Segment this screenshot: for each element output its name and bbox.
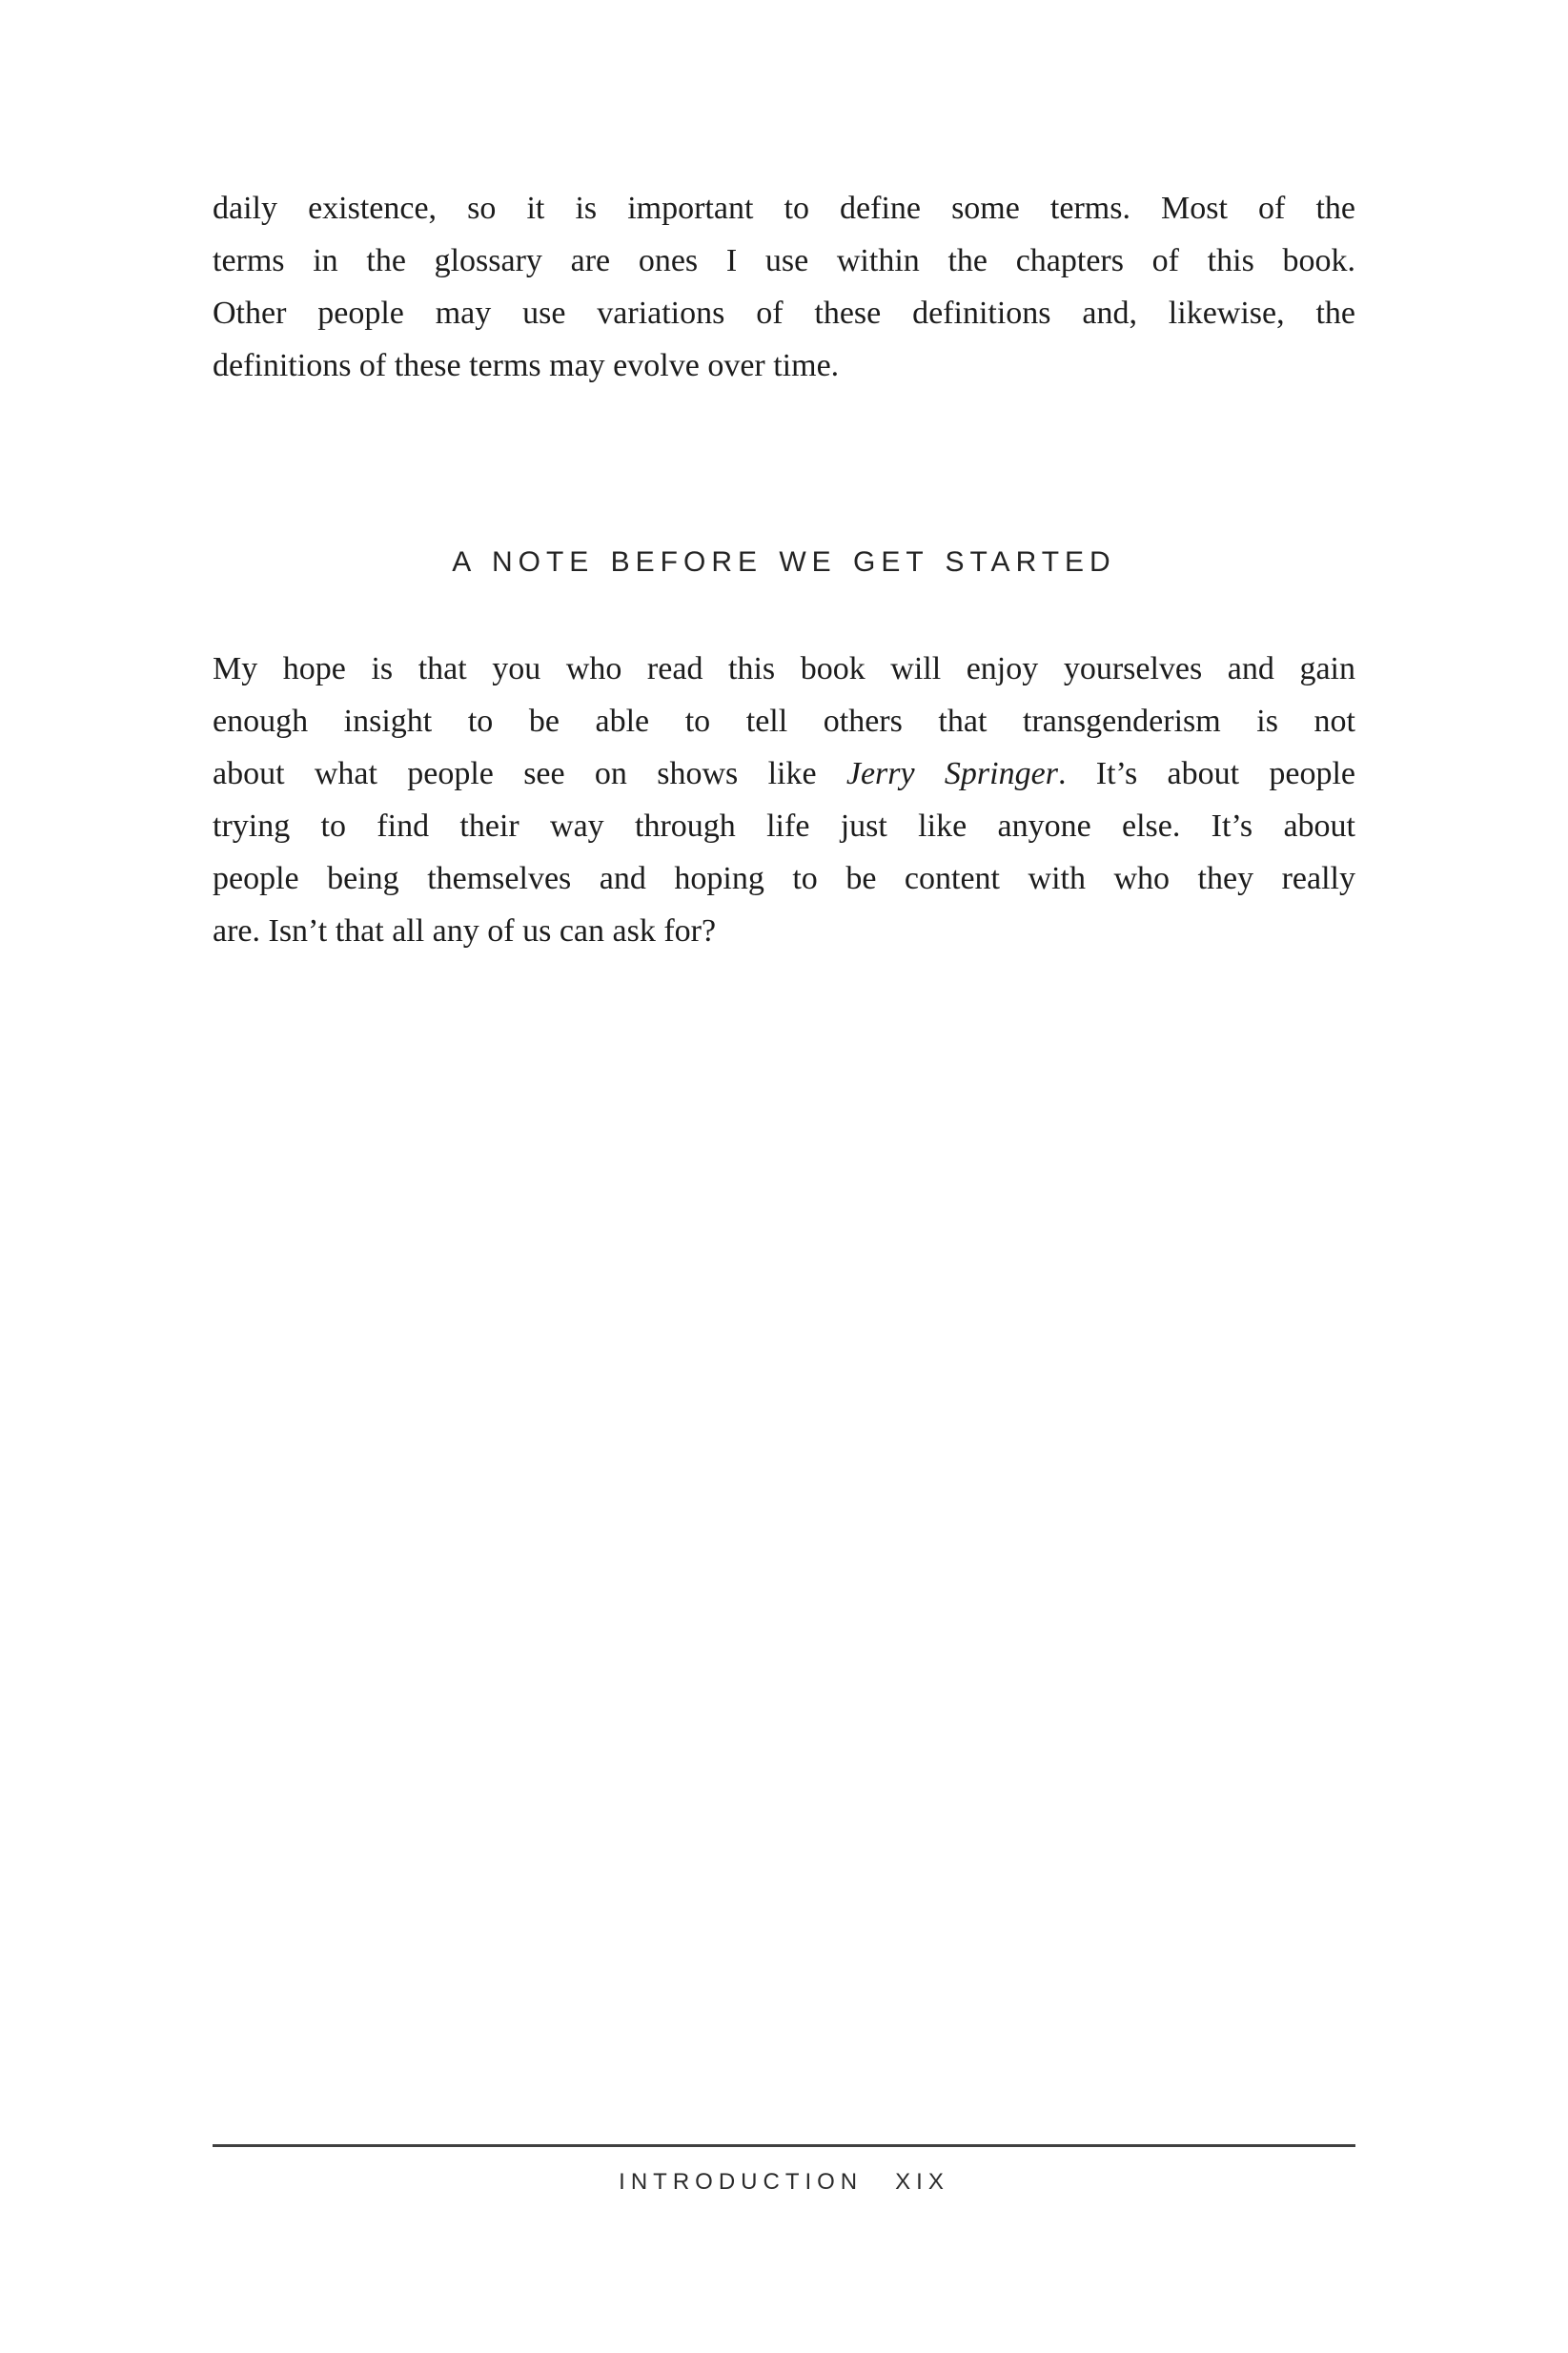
footer-rule	[213, 2144, 1355, 2147]
text-line: terms in the glossary are ones I use within the chapters of this book.	[213, 243, 1355, 278]
text-line: are. Isn’t that all any of us can ask for?	[213, 913, 717, 949]
footer-page-number: XIX	[895, 2169, 949, 2195]
text-line: daily existence, so it is important to define some terms. Most of the	[213, 191, 1355, 226]
footer-section-label: INTRODUCTION	[619, 2169, 864, 2195]
text-line: Other people may use variations of these definitions and, likewise, the	[213, 296, 1355, 331]
text-line	[213, 747, 1355, 800]
text-segment: . It’s about people	[1057, 756, 1355, 791]
section-heading: A NOTE BEFORE WE GET STARTED	[452, 546, 1116, 578]
text-line: definitions of these terms may evolve over time.	[213, 348, 840, 383]
text-segment: about what people see on shows like	[213, 756, 846, 791]
text-line: people being themselves and hoping to be content with who they really	[213, 861, 1355, 896]
text-line: trying to find their way through life just like anyone else. It’s about	[213, 808, 1355, 844]
text-line: enough insight to be able to tell others that transgenderism is not	[213, 704, 1355, 739]
paragraph-top	[213, 182, 1355, 392]
show-title-italic: Jerry Springer	[845, 756, 1058, 791]
text-line: My hope is that you who read this book will enjoy yourselves and gain	[213, 651, 1355, 686]
running-footer	[0, 2168, 1568, 2197]
paragraph-note	[213, 643, 1355, 957]
